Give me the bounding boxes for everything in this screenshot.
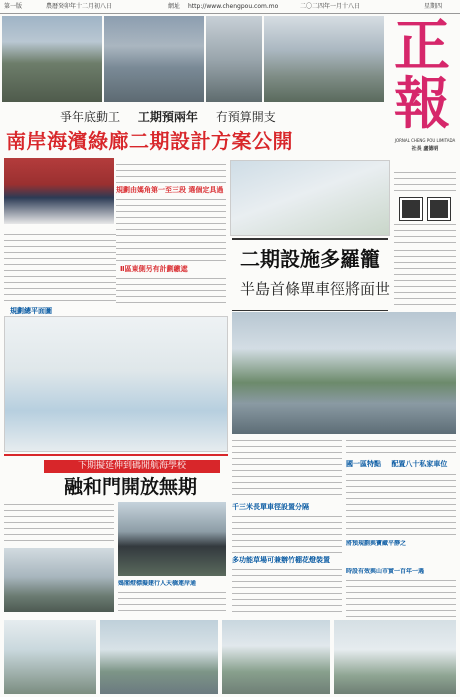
photo-fenced-path [4, 548, 114, 612]
feature-sub-4-text: 配置八十私家車位 [391, 460, 448, 468]
feature-body-col1c [232, 567, 342, 617]
rendering-bottom-2 [100, 620, 218, 694]
masthead-char-bao: 報 [394, 71, 450, 137]
plan-title: 規劃總平面圖 [10, 307, 52, 315]
extension-title: 融和門開放無期 [64, 476, 198, 498]
masthead-contact-info [394, 170, 456, 196]
photo-shoreline-walk [264, 16, 384, 102]
plan-site-map [4, 316, 228, 452]
lead-body-col4 [116, 276, 226, 304]
kicker-start-work: 爭年底動工 [60, 110, 121, 124]
site-url[interactable]: http://www.chengpou.com.mo [188, 3, 279, 10]
feature-sub-3 [346, 460, 456, 469]
site-label: 網址 [168, 3, 181, 10]
feature-sub-1: 千三米長單車徑設置分隔 [232, 503, 309, 511]
masthead-sponsor-info [394, 222, 456, 244]
extension-subhead: 媽閣燈標擬建行人天橋連岸通 [118, 580, 197, 587]
lead-body-col2 [116, 197, 226, 237]
rendering-bottom-3 [222, 620, 330, 694]
kicker-budget: 冇預算開支 [215, 110, 276, 124]
extension-body-col1 [4, 502, 114, 546]
lunar-date: 農曆癸卯年十二月初八日 [46, 3, 113, 10]
photo-waterfront-aerial [2, 16, 102, 102]
issue-date: 二〇二四年一月十八日 [300, 3, 361, 10]
kicker-duration: 工期預兩年 [137, 110, 198, 124]
feature-headline-box [232, 238, 391, 311]
feature-body-col2 [346, 438, 456, 458]
feature-body-col1 [232, 438, 342, 500]
lead-subhead-1: 規劃由媽角第一至三段 選個定具過 [116, 186, 224, 194]
photo-press-conference [4, 158, 114, 224]
photo-bridge-view [104, 16, 204, 102]
extension-kicker: 下期擬延伸到碼閒航海學校 [44, 460, 220, 473]
page-header [0, 0, 460, 14]
feature-body-col2c [346, 578, 456, 618]
lead-kicker [60, 108, 390, 126]
map-phase2-plan [230, 160, 390, 236]
rendering-cycle-track [232, 312, 456, 434]
extension-headline-box [4, 454, 228, 502]
masthead-english: JORNAL CHENG POU LIMITADA [394, 138, 456, 143]
rendering-bottom-4 [334, 620, 456, 694]
qr-code-right[interactable] [428, 198, 450, 220]
rendering-bottom-1 [4, 620, 96, 694]
lead-headline: 南岸海濱綠廊二期設計方案公開 [6, 129, 293, 153]
masthead-char-zheng: 正 [394, 13, 450, 79]
lead-intro-text [116, 162, 226, 184]
lead-body-col1 [4, 232, 116, 304]
masthead-publisher: 社長 盧德明 [411, 146, 439, 152]
masthead [392, 13, 458, 166]
photo-promenade [206, 16, 262, 102]
lead-subhead-2: Ⅱ區東側另有計劃繳遮 [120, 265, 188, 273]
right-column-text-top [394, 248, 456, 308]
extension-body-col2 [118, 590, 226, 616]
qr-code-left[interactable] [400, 198, 422, 220]
feature-sub-3-text: 國一區特點 [346, 460, 381, 468]
feature-sub-5: 將預規劃與寶藏平靜之 [346, 540, 407, 547]
feature-sub-2: 多功能草場可兼辦竹棚花燈裝置 [232, 556, 330, 564]
weekday: 星期四 [424, 3, 443, 10]
feature-body-col1b [232, 514, 342, 554]
feature-sub-6: 時設有效與山市實一百年一遇 [346, 568, 425, 575]
feature-body-col2b [346, 472, 456, 538]
page-number: 第一版 [4, 3, 23, 10]
lead-body-col3 [116, 240, 226, 262]
feature-subtitle: 半島首條單車徑將面世 [240, 280, 391, 298]
feature-title: 二期設施多羅籠 [240, 247, 380, 271]
photo-tower-waterfront [118, 502, 226, 576]
